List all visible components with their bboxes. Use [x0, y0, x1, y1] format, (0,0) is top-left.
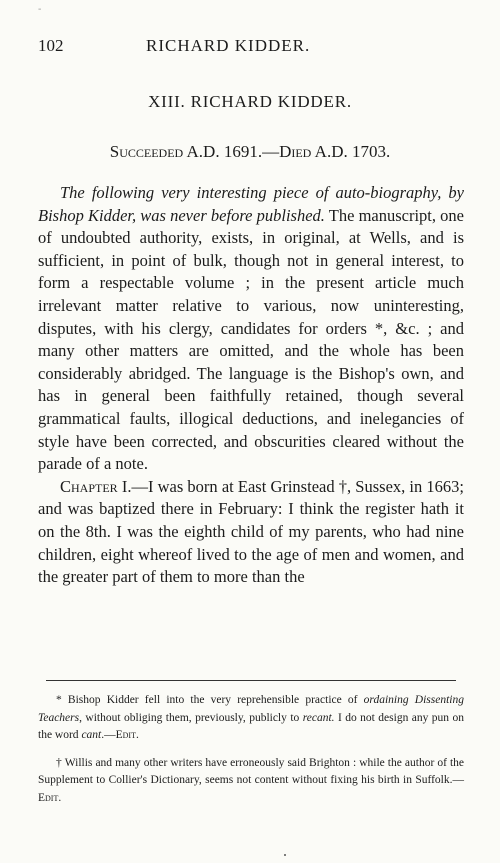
- footnote-1-text-c: I do not design any pun on the word: [38, 711, 464, 741]
- footnote-1-cant: cant: [81, 729, 102, 741]
- footnote-1-edit: Edit.: [115, 729, 139, 741]
- footnote-2-text: † Willis and many other writers have erroneously said Brighton : while the author of the Supplement to Collier's Dictionary, seems not content without fixing his birth in Suffolk.—: [38, 756, 464, 786]
- chapter-title: XIII. RICHARD KIDDER.: [148, 92, 352, 111]
- chapter-text: —I was born at East Grinstead †, Sussex, in 1663; and was baptized there in February: I think the register hath it on the 8th. I was the eighth child of my parents, who had nine children, eight whereof lived to the age of men and women, and the greater part of them to more than the: [38, 476, 464, 587]
- chapter-heading: Chapter I.: [60, 476, 132, 496]
- bottom-mark: [284, 854, 286, 856]
- footnote-2: [38, 755, 464, 808]
- intro-paragraph: [38, 182, 464, 476]
- footnote-2-edit: Edit.: [38, 791, 62, 804]
- corner-mark: -: [38, 4, 42, 15]
- footnotes: [38, 692, 464, 807]
- intro-italic-text: The following very interesting piece of auto-biography, by Bishop Kidder, was never before published.: [38, 183, 464, 225]
- running-title: RICHARD KIDDER.: [146, 36, 311, 55]
- chapter-paragraph: [38, 476, 464, 589]
- footnote-1-text-d: .—: [101, 729, 116, 741]
- footnote-1-text-a: * Bishop Kidder fell into the very reprehensible practice of: [56, 694, 364, 706]
- intro-text: The manuscript, one of undoubted authority, exists, in original, at Wells, and is sufficient, in point of bulk, though not in general interest, to form a respectable volume ; in the present article much irrelevant matter relative to various, now uninteresting, disputes, with his clergy, candidates for orders *, &c. ; and many other matters are omitted, and the whole has been considerably abridged. The language is the Bishop's own, and has in general been faithfully retained, though several grammatical faults, illogical deductions, and inelegancies of style have been corrected, and obscurities cleared without the parade of a note.: [38, 205, 464, 474]
- footnote-1-text-b: , without obliging them, previously, publicly to: [79, 711, 303, 724]
- footnote-1-recant: recant.: [302, 711, 335, 724]
- body-text: [38, 182, 464, 589]
- footnote-1-italic: ordaining Dissenting Teachers: [38, 694, 464, 724]
- page-number: 102: [38, 36, 64, 55]
- running-head: [38, 36, 464, 58]
- chapter-dates: Succeeded A.D. 1691.—Died A.D. 1703.: [109, 142, 391, 161]
- footnote-rule: [46, 680, 456, 681]
- footnote-1: [38, 692, 464, 745]
